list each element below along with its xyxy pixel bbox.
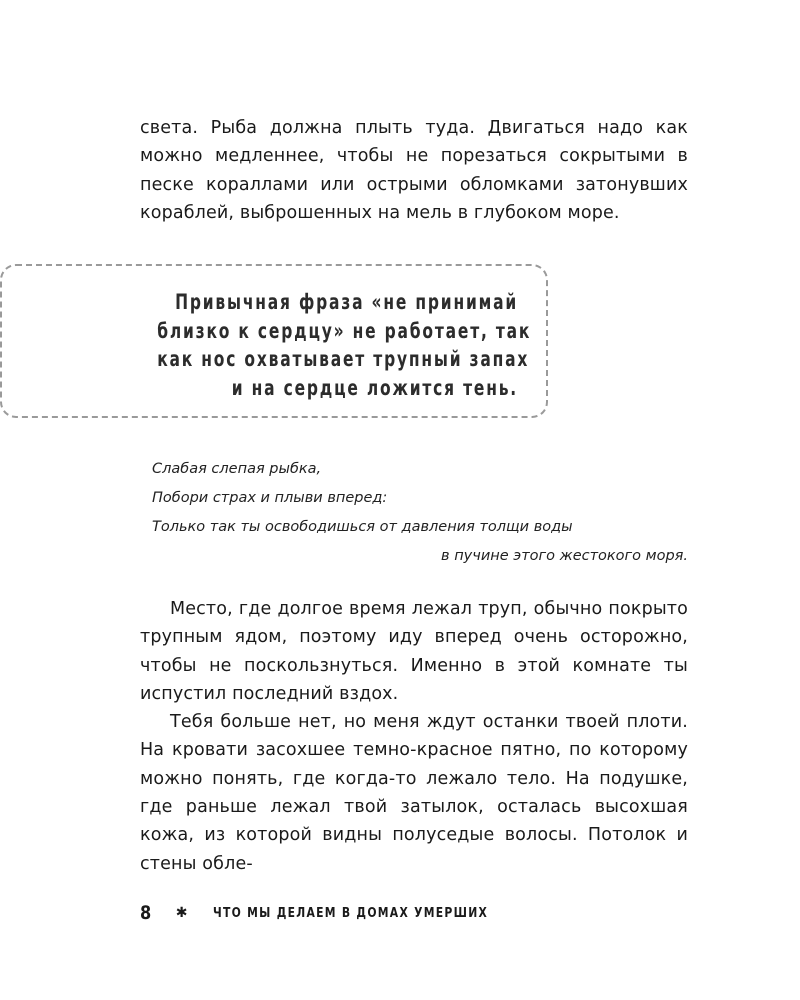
body-paragraph: Место, где долгое время лежал труп, обычно покрыто трупным ядом, поэтому иду вперед очень осторожно, чтобы не поскользнуться. Именно в этой комнате ты испустил последний вздох. <box>140 599 688 704</box>
poem <box>152 455 688 571</box>
asterisk-separator-icon: ✱ <box>175 905 188 921</box>
callout-text <box>157 288 532 402</box>
page-footer <box>140 898 557 928</box>
callout-line: Привычная фраза «не принимай <box>175 290 519 314</box>
poem-line: Слабая слепая рыбка, <box>152 461 322 477</box>
poem-line: Только так ты освободишься от давления толщи воды <box>152 519 573 535</box>
body-paragraph: Тебя больше нет, но меня ждут останки твоей плоти. На кровати засохшее темно-красное пятно, по которому можно понять, где когда-то лежало тело. На подушке, где раньше лежал твой затылок, осталась высохшая кожа, из которой видны полуседые волосы. Потолок и стены обле- <box>140 712 688 874</box>
callout-line: и на сердце ложится тень. <box>231 375 519 400</box>
page-number: 8 <box>140 902 152 924</box>
quote-callout <box>0 264 548 418</box>
poem-line: в пучине этого жестокого моря. <box>441 548 688 564</box>
poem-line: Побори страх и плыви вперед: <box>152 490 388 506</box>
callout-line: как нос охватывает трупный запах <box>157 347 530 371</box>
opening-paragraph: света. Рыба должна плыть туда. Двигаться надо как можно медленнее, чтобы не порезаться сокрытыми в песке кораллами или острыми обломками затонувших кораблей, выброшенных на мель в глубоком море. <box>140 118 688 223</box>
running-head: ЧТО МЫ ДЕЛАЕМ В ДОМАХ УМЕРШИХ <box>213 905 489 921</box>
callout-line: близко к сердцу» не работает, так <box>157 318 532 343</box>
body-text <box>140 595 688 878</box>
